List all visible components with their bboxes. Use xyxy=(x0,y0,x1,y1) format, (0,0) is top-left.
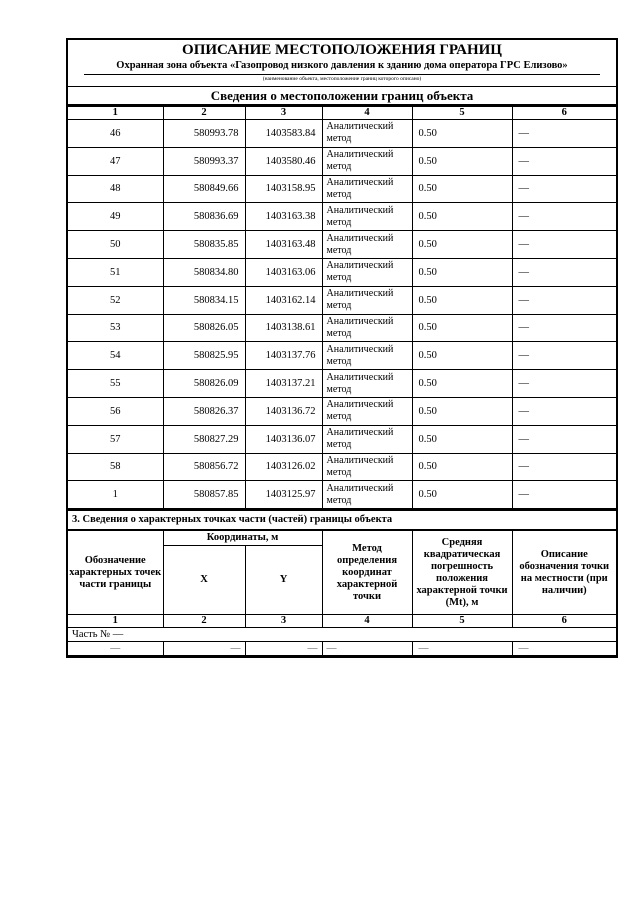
coord-x: 580857.85 xyxy=(163,481,245,509)
boundary-description-form xyxy=(66,38,618,658)
column-number: 1 xyxy=(68,615,163,628)
accuracy: 0.50 xyxy=(412,314,512,342)
empty-cell: — xyxy=(68,642,163,656)
description: — xyxy=(512,147,616,175)
table-row xyxy=(68,397,616,425)
coord-x: 580826.05 xyxy=(163,314,245,342)
coord-x: 580834.15 xyxy=(163,286,245,314)
column-numbers-row xyxy=(68,615,616,628)
point-number: 50 xyxy=(68,231,163,259)
method: Аналитический метод xyxy=(322,120,412,148)
description: — xyxy=(512,231,616,259)
description: — xyxy=(512,258,616,286)
point-number: 55 xyxy=(68,370,163,398)
coord-x: 580825.95 xyxy=(163,342,245,370)
table-row xyxy=(68,453,616,481)
coord-y: 1403136.07 xyxy=(245,425,322,453)
point-number: 1 xyxy=(68,481,163,509)
table-row xyxy=(68,481,616,509)
header-point: Обозначение характерных точек части границы xyxy=(68,531,163,615)
accuracy: 0.50 xyxy=(412,481,512,509)
point-number: 54 xyxy=(68,342,163,370)
coord-y: 1403162.14 xyxy=(245,286,322,314)
coord-x: 580827.29 xyxy=(163,425,245,453)
point-number: 52 xyxy=(68,286,163,314)
column-number: 5 xyxy=(412,615,512,628)
point-number: 47 xyxy=(68,147,163,175)
coord-y: 1403136.72 xyxy=(245,397,322,425)
table-row xyxy=(68,120,616,148)
table-row xyxy=(68,286,616,314)
coord-x: 580835.85 xyxy=(163,231,245,259)
header-x: X xyxy=(163,546,245,615)
accuracy: 0.50 xyxy=(412,175,512,203)
accuracy: 0.50 xyxy=(412,147,512,175)
column-number: 6 xyxy=(512,615,616,628)
coord-y: 1403137.76 xyxy=(245,342,322,370)
empty-cell: — xyxy=(245,642,322,656)
accuracy: 0.50 xyxy=(412,258,512,286)
column-numbers-row xyxy=(68,107,616,120)
point-number: 51 xyxy=(68,258,163,286)
coord-x: 580826.09 xyxy=(163,370,245,398)
method: Аналитический метод xyxy=(322,481,412,509)
object-name-caption: (наименование объекта, местоположение границ которого описано) xyxy=(262,76,422,82)
empty-cell: — xyxy=(412,642,512,656)
accuracy: 0.50 xyxy=(412,342,512,370)
table-row xyxy=(68,175,616,203)
coord-y: 1403137.21 xyxy=(245,370,322,398)
part-points-table xyxy=(68,530,616,656)
coord-x: 580826.37 xyxy=(163,397,245,425)
method: Аналитический метод xyxy=(322,286,412,314)
method: Аналитический метод xyxy=(322,425,412,453)
column-number: 1 xyxy=(68,107,163,120)
form-title: ОПИСАНИЕ МЕСТОПОЛОЖЕНИЯ ГРАНИЦ xyxy=(182,42,502,58)
accuracy: 0.50 xyxy=(412,286,512,314)
table-row xyxy=(68,147,616,175)
coord-y: 1403158.95 xyxy=(245,175,322,203)
method: Аналитический метод xyxy=(322,203,412,231)
method: Аналитический метод xyxy=(322,370,412,398)
header-description: Описание обозначения точки на местности (при наличии) xyxy=(512,531,616,615)
description: — xyxy=(512,314,616,342)
coord-y: 1403163.48 xyxy=(245,231,322,259)
table-row xyxy=(68,231,616,259)
accuracy: 0.50 xyxy=(412,370,512,398)
description: — xyxy=(512,286,616,314)
form-header xyxy=(68,40,616,87)
point-number: 58 xyxy=(68,453,163,481)
part-label: Часть № — xyxy=(68,628,616,642)
description: — xyxy=(512,120,616,148)
table-row xyxy=(68,342,616,370)
header-row xyxy=(68,531,616,546)
coord-x: 580993.78 xyxy=(163,120,245,148)
method: Аналитический метод xyxy=(322,258,412,286)
coord-x: 580836.69 xyxy=(163,203,245,231)
coord-y: 1403583.84 xyxy=(245,120,322,148)
column-number: 6 xyxy=(512,107,616,120)
description: — xyxy=(512,370,616,398)
point-number: 57 xyxy=(68,425,163,453)
table-row xyxy=(68,370,616,398)
accuracy: 0.50 xyxy=(412,231,512,259)
method: Аналитический метод xyxy=(322,231,412,259)
table-row xyxy=(68,203,616,231)
accuracy: 0.50 xyxy=(412,120,512,148)
point-number: 53 xyxy=(68,314,163,342)
table-row xyxy=(68,425,616,453)
description: — xyxy=(512,453,616,481)
column-number: 4 xyxy=(322,615,412,628)
description: — xyxy=(512,203,616,231)
coord-y: 1403580.46 xyxy=(245,147,322,175)
accuracy: 0.50 xyxy=(412,203,512,231)
section-3-title: 3. Сведения о характерных точках части (частей) границы объекта xyxy=(68,509,616,530)
method: Аналитический метод xyxy=(322,147,412,175)
header-y: Y xyxy=(245,546,322,615)
method: Аналитический метод xyxy=(322,342,412,370)
column-number: 5 xyxy=(412,107,512,120)
method: Аналитический метод xyxy=(322,397,412,425)
coord-x: 580856.72 xyxy=(163,453,245,481)
description: — xyxy=(512,425,616,453)
empty-cell: — xyxy=(163,642,245,656)
accuracy: 0.50 xyxy=(412,397,512,425)
method: Аналитический метод xyxy=(322,175,412,203)
description: — xyxy=(512,175,616,203)
coord-x: 580834.80 xyxy=(163,258,245,286)
description: — xyxy=(512,342,616,370)
description: — xyxy=(512,397,616,425)
point-number: 56 xyxy=(68,397,163,425)
method: Аналитический метод xyxy=(322,453,412,481)
point-number: 46 xyxy=(68,120,163,148)
empty-cell: — xyxy=(512,642,616,656)
empty-cell: — xyxy=(322,642,412,656)
accuracy: 0.50 xyxy=(412,425,512,453)
object-name: Охранная зона объекта «Газопровод низкого давления к зданию дома оператора ГРС Елизово» xyxy=(116,60,568,71)
point-number: 48 xyxy=(68,175,163,203)
column-number: 4 xyxy=(322,107,412,120)
description: — xyxy=(512,481,616,509)
coordinates-table xyxy=(68,106,616,509)
header-coords: Координаты, м xyxy=(163,531,322,546)
section-title: Сведения о местоположении границ объекта xyxy=(68,87,616,106)
table-row xyxy=(68,314,616,342)
coord-y: 1403138.61 xyxy=(245,314,322,342)
coord-x: 580849.66 xyxy=(163,175,245,203)
column-number: 2 xyxy=(163,107,245,120)
column-number: 2 xyxy=(163,615,245,628)
header-method: Метод определения координат характерной точки xyxy=(322,531,412,615)
method: Аналитический метод xyxy=(322,314,412,342)
coord-y: 1403126.02 xyxy=(245,453,322,481)
accuracy: 0.50 xyxy=(412,453,512,481)
table-row xyxy=(68,258,616,286)
coord-y: 1403163.38 xyxy=(245,203,322,231)
part-row xyxy=(68,628,616,642)
coord-x: 580993.37 xyxy=(163,147,245,175)
column-number: 3 xyxy=(245,615,322,628)
column-number: 3 xyxy=(245,107,322,120)
empty-row xyxy=(68,642,616,656)
coord-y: 1403125.97 xyxy=(245,481,322,509)
header-accuracy: Средняя квадратическая погрешность положения характерной точки (Mt), м xyxy=(412,531,512,615)
point-number: 49 xyxy=(68,203,163,231)
coord-y: 1403163.06 xyxy=(245,258,322,286)
